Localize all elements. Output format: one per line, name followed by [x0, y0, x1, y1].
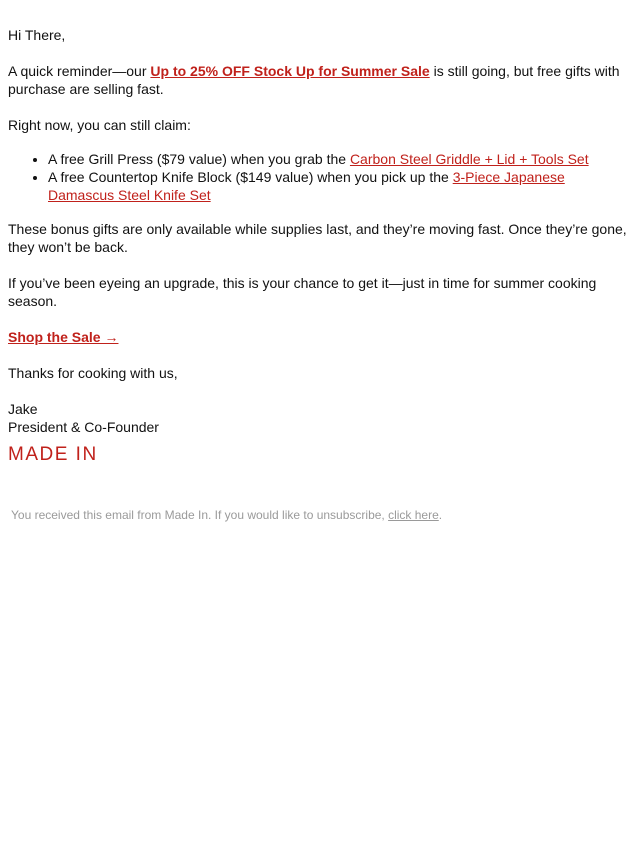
- unsubscribe-link[interactable]: click here: [388, 508, 439, 522]
- reminder-text-before: A quick reminder—our: [8, 63, 151, 79]
- offer-list: [8, 150, 632, 204]
- offer-text: A free Grill Press ($79 value) when you grab the: [48, 151, 350, 167]
- upgrade-paragraph: If you’ve been eyeing an upgrade, this is your chance to get it—just in time for summer cooking season.: [8, 275, 597, 309]
- shop-the-sale-link[interactable]: Shop the Sale →: [8, 329, 119, 345]
- footer-text: You received this email from Made In. If you would like to unsubscribe,: [11, 508, 389, 522]
- griddle-set-link[interactable]: Carbon Steel Griddle + Lid + Tools Set: [349, 151, 589, 167]
- sale-link[interactable]: Up to 25% OFF Stock Up for Summer Sale: [150, 63, 430, 79]
- footer-end: .: [438, 508, 443, 522]
- signature-name: Jake: [8, 401, 38, 417]
- logo-text: MADE IN: [8, 444, 98, 464]
- reminder-paragraph: [8, 62, 632, 98]
- scarcity-paragraph: These bonus gifts are only available while supplies last, and they’re moving fast. Once they’re gone, they won’t be back.: [8, 221, 627, 255]
- knife-set-link[interactable]: 3-Piece Japanese Damascus Steel Knife Set: [48, 169, 565, 203]
- claim-intro: Right now, you can still claim:: [8, 117, 191, 133]
- offer-item-knife: [48, 168, 632, 204]
- offer-text: A free Countertop Knife Block ($149 value) when you pick up the: [48, 169, 453, 185]
- footer: [8, 507, 632, 523]
- reminder-text-after: is still going, but free gifts with purchase are selling fast.: [8, 63, 620, 97]
- made-in-logo: [8, 442, 108, 464]
- cta-paragraph: [8, 328, 632, 346]
- offer-item-griddle: [48, 150, 632, 168]
- greeting: Hi There,: [8, 27, 66, 43]
- thanks-line: Thanks for cooking with us,: [8, 365, 178, 381]
- signature-title: President & Co-Founder: [8, 419, 159, 435]
